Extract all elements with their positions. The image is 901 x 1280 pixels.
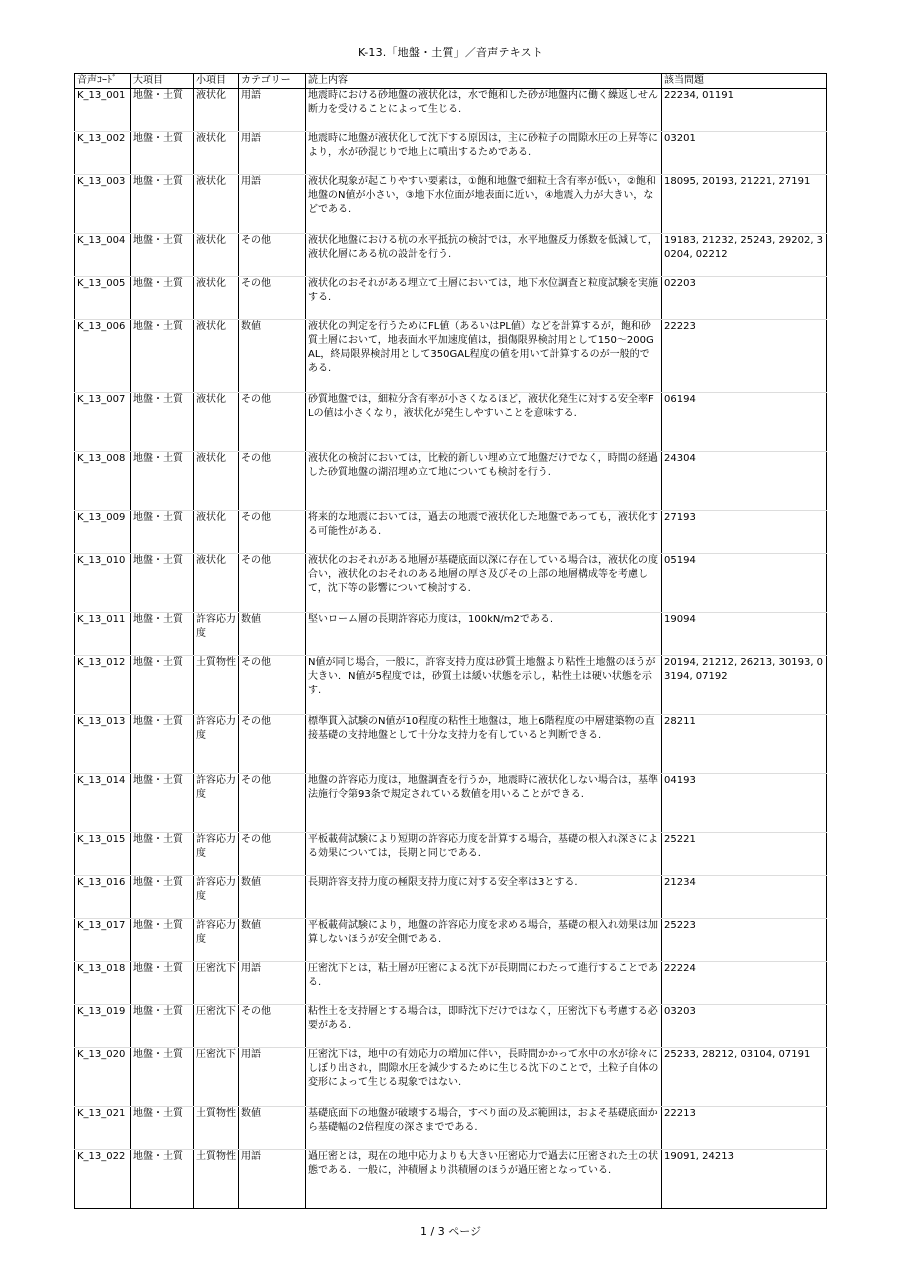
row-content: 地震時における砂地盤の液状化は，水で飽和した砂が地盤内に働く繰返しせん断力を受けることによって生じる.: [306, 89, 662, 132]
row-problems: 05194: [662, 554, 827, 613]
row-problems: 20194, 21212, 26213, 30193, 03194, 07192: [662, 656, 827, 715]
table-row: [75, 962, 827, 1005]
audio-text-table: [74, 73, 827, 1209]
table-row: [75, 774, 827, 833]
row-major: 地盤・土質: [131, 1107, 194, 1150]
row-minor: 液状化: [194, 320, 239, 393]
row-category: 数値: [239, 1107, 306, 1150]
row-problems: 22223: [662, 320, 827, 393]
table-row: [75, 876, 827, 919]
table-row: [75, 1150, 827, 1209]
row-problems: 25221: [662, 833, 827, 876]
page-title: K-13.「地盤・土質」／音声テキスト: [357, 46, 544, 59]
row-major: 地盤・土質: [131, 234, 194, 277]
row-category: 数値: [239, 613, 306, 656]
row-major: 地盤・土質: [131, 962, 194, 1005]
header-minor: 小項目: [194, 74, 239, 89]
row-minor: 液状化: [194, 89, 239, 132]
row-problems: 03201: [662, 132, 827, 175]
row-problems: 24304: [662, 452, 827, 511]
row-minor: 許容応力度: [194, 919, 239, 962]
row-minor: 液状化: [194, 393, 239, 452]
row-minor: 圧密沈下: [194, 962, 239, 1005]
row-minor: 許容応力度: [194, 715, 239, 774]
row-category: その他: [239, 774, 306, 833]
row-major: 地盤・土質: [131, 452, 194, 511]
row-problems: 03203: [662, 1005, 827, 1048]
row-problems: 25233, 28212, 03104, 07191: [662, 1048, 827, 1107]
table-row: [75, 511, 827, 554]
table-row: [75, 320, 827, 393]
row-category: 用語: [239, 175, 306, 234]
row-major: 地盤・土質: [131, 833, 194, 876]
row-major: 地盤・土質: [131, 1005, 194, 1048]
row-problems: 21234: [662, 876, 827, 919]
row-category: その他: [239, 511, 306, 554]
row-major: 地盤・土質: [131, 715, 194, 774]
row-major: 地盤・土質: [131, 132, 194, 175]
row-major: 地盤・土質: [131, 277, 194, 320]
row-problems: 19091, 24213: [662, 1150, 827, 1209]
row-code: K_13_007: [75, 393, 131, 452]
row-category: 用語: [239, 1150, 306, 1209]
row-content: 長期許容支持力度の極限支持力度に対する安全率は3とする.: [306, 876, 662, 919]
row-minor: 液状化: [194, 277, 239, 320]
row-category: その他: [239, 656, 306, 715]
page-number: 1 / 3 ページ: [420, 1225, 481, 1238]
row-content: 圧密沈下は，地中の有効応力の増加に伴い，長時間かかって水中の水が徐々にしぼり出され，間隙水圧を減少するために生じる沈下のことで，土粒子自体の変形によって生じる現象ではない.: [306, 1048, 662, 1107]
row-problems: 19183, 21232, 25243, 29202, 30204, 02212: [662, 234, 827, 277]
row-major: 地盤・土質: [131, 1150, 194, 1209]
header-row: [75, 74, 827, 89]
row-minor: 許容応力度: [194, 876, 239, 919]
row-category: その他: [239, 452, 306, 511]
row-code: K_13_015: [75, 833, 131, 876]
row-major: 地盤・土質: [131, 393, 194, 452]
row-content: 液状化地盤における杭の水平抵抗の検討では，水平地盤反力係数を低減して，液状化層にある杭の設計を行う.: [306, 234, 662, 277]
row-problems: 18095, 20193, 21221, 27191: [662, 175, 827, 234]
table-body: [75, 89, 827, 1209]
row-content: 過圧密とは，現在の地中応力よりも大きい圧密応力で過去に圧密された土の状態である．一般に，沖積層より洪積層のほうが過圧密となっている.: [306, 1150, 662, 1209]
row-category: 用語: [239, 1048, 306, 1107]
row-minor: 圧密沈下: [194, 1048, 239, 1107]
row-code: K_13_005: [75, 277, 131, 320]
row-content: 液状化の判定を行うためにFL値（あるいはPL値）などを計算するが，飽和砂質土層において，地表面水平加速度値は，損傷限界検討用として150～200GAL，終局限界検討用として350GAL程度の値を用いて計算するのが一般的である.: [306, 320, 662, 393]
row-code: K_13_010: [75, 554, 131, 613]
row-minor: 土質物性: [194, 1107, 239, 1150]
header-category: カテゴリー: [239, 74, 306, 89]
row-content: 将来的な地震においては，過去の地震で液状化した地盤であっても，液状化する可能性がある.: [306, 511, 662, 554]
row-major: 地盤・土質: [131, 876, 194, 919]
row-problems: 28211: [662, 715, 827, 774]
row-problems: 19094: [662, 613, 827, 656]
table-row: [75, 277, 827, 320]
row-major: 地盤・土質: [131, 919, 194, 962]
row-content: 平板載荷試験により，地盤の許容応力度を求める場合，基礎の根入れ効果は加算しないほうが安全側である.: [306, 919, 662, 962]
row-category: その他: [239, 277, 306, 320]
row-category: 用語: [239, 132, 306, 175]
row-content: 平板載荷試験により短期の許容応力度を計算する場合，基礎の根入れ深さによる効果については，長期と同じである.: [306, 833, 662, 876]
header-problems: 該当問題: [662, 74, 827, 89]
row-content: 粘性土を支持層とする場合は，即時沈下だけではなく，圧密沈下も考慮する必要がある.: [306, 1005, 662, 1048]
table-row: [75, 554, 827, 613]
row-minor: 許容応力度: [194, 833, 239, 876]
row-problems: 04193: [662, 774, 827, 833]
table-row: [75, 393, 827, 452]
row-minor: 圧密沈下: [194, 1005, 239, 1048]
row-code: K_13_022: [75, 1150, 131, 1209]
row-minor: 液状化: [194, 132, 239, 175]
row-category: その他: [239, 234, 306, 277]
row-code: K_13_016: [75, 876, 131, 919]
row-code: K_13_006: [75, 320, 131, 393]
row-content: 標準貫入試験のN値が10程度の粘性土地盤は，地上6階程度の中層建築物の直接基礎の支持地盤として十分な支持力を有していると判断できる.: [306, 715, 662, 774]
row-minor: 土質物性: [194, 656, 239, 715]
table-row: [75, 452, 827, 511]
row-minor: 土質物性: [194, 1150, 239, 1209]
row-content: 堅いローム層の長期許容応力度は，100kN/m2である.: [306, 613, 662, 656]
row-code: K_13_003: [75, 175, 131, 234]
row-content: 液状化のおそれがある地層が基礎底面以深に存在している場合は，液状化の度合い，液状化のおそれのある地層の厚さ及びその上部の地層構成等を考慮して，沈下等の影響について検討する.: [306, 554, 662, 613]
row-code: K_13_001: [75, 89, 131, 132]
row-major: 地盤・土質: [131, 774, 194, 833]
row-content: 液状化のおそれがある埋立て土層においては，地下水位調査と粒度試験を実施する.: [306, 277, 662, 320]
table-row: [75, 715, 827, 774]
row-code: K_13_017: [75, 919, 131, 962]
table-row: [75, 1107, 827, 1150]
row-minor: 許容応力度: [194, 774, 239, 833]
row-major: 地盤・土質: [131, 1048, 194, 1107]
row-major: 地盤・土質: [131, 89, 194, 132]
row-code: K_13_018: [75, 962, 131, 1005]
row-problems: 22234, 01191: [662, 89, 827, 132]
row-minor: 液状化: [194, 554, 239, 613]
row-category: その他: [239, 393, 306, 452]
row-category: 数値: [239, 876, 306, 919]
row-code: K_13_002: [75, 132, 131, 175]
row-minor: 液状化: [194, 175, 239, 234]
row-major: 地盤・土質: [131, 175, 194, 234]
row-problems: 27193: [662, 511, 827, 554]
row-code: K_13_013: [75, 715, 131, 774]
table-row: [75, 656, 827, 715]
row-category: その他: [239, 554, 306, 613]
row-problems: 02203: [662, 277, 827, 320]
header-content: 読上内容: [306, 74, 662, 89]
header-code: 音声ｺｰﾄﾞ: [75, 74, 131, 89]
row-code: K_13_020: [75, 1048, 131, 1107]
table-row: [75, 132, 827, 175]
table-row: [75, 175, 827, 234]
row-content: 基礎底面下の地盤が破壊する場合，すべり面の及ぶ範囲は，およそ基礎底面から基礎幅の2倍程度の深さまでである.: [306, 1107, 662, 1150]
row-major: 地盤・土質: [131, 320, 194, 393]
row-content: 液状化の検討においては，比較的新しい埋め立て地盤だけでなく，時間の経過した砂質地盤の湖沼埋め立て地についても検討を行う.: [306, 452, 662, 511]
row-code: K_13_011: [75, 613, 131, 656]
table-row: [75, 1048, 827, 1107]
row-category: 数値: [239, 320, 306, 393]
row-code: K_13_004: [75, 234, 131, 277]
row-content: N値が同じ場合，一般に，許容支持力度は砂質土地盤より粘性土地盤のほうが大きい．N値が5程度では，砂質土は緩い状態を示し，粘性土は硬い状態を示す.: [306, 656, 662, 715]
row-content: 地盤の許容応力度は，地盤調査を行うか，地震時に液状化しない場合は，基準法施行令第93条で規定されている数値を用いることができる.: [306, 774, 662, 833]
row-problems: 22213: [662, 1107, 827, 1150]
row-code: K_13_009: [75, 511, 131, 554]
row-category: その他: [239, 715, 306, 774]
row-category: 用語: [239, 89, 306, 132]
row-minor: 液状化: [194, 511, 239, 554]
row-minor: 液状化: [194, 452, 239, 511]
row-category: その他: [239, 833, 306, 876]
row-code: K_13_014: [75, 774, 131, 833]
row-problems: 22224: [662, 962, 827, 1005]
row-content: 圧密沈下とは，粘土層が圧密による沈下が長期間にわたって進行することである.: [306, 962, 662, 1005]
row-major: 地盤・土質: [131, 554, 194, 613]
table-row: [75, 1005, 827, 1048]
row-major: 地盤・土質: [131, 613, 194, 656]
row-problems: 25223: [662, 919, 827, 962]
header-major: 大項目: [131, 74, 194, 89]
row-code: K_13_008: [75, 452, 131, 511]
row-major: 地盤・土質: [131, 511, 194, 554]
row-category: 用語: [239, 962, 306, 1005]
row-code: K_13_021: [75, 1107, 131, 1150]
row-content: 液状化現象が起こりやすい要素は，①飽和地盤で細粒土含有率が低い，②飽和地盤のN値が小さい，③地下水位面が地表面に近い，④地震入力が大きい，などである.: [306, 175, 662, 234]
row-category: その他: [239, 1005, 306, 1048]
table-row: [75, 833, 827, 876]
row-content: 地震時に地盤が液状化して沈下する原因は，主に砂粒子の間隙水圧の上昇等により，水が砂混じりで地上に噴出するためである.: [306, 132, 662, 175]
row-minor: 許容応力度: [194, 613, 239, 656]
table-row: [75, 89, 827, 132]
row-minor: 液状化: [194, 234, 239, 277]
row-code: K_13_012: [75, 656, 131, 715]
table-row: [75, 919, 827, 962]
row-category: 数値: [239, 919, 306, 962]
table-row: [75, 234, 827, 277]
table-row: [75, 613, 827, 656]
row-code: K_13_019: [75, 1005, 131, 1048]
row-problems: 06194: [662, 393, 827, 452]
row-major: 地盤・土質: [131, 656, 194, 715]
row-content: 砂質地盤では，細粒分含有率が小さくなるほど，液状化発生に対する安全率FLの値は小さくなり，液状化が発生しやすいことを意味する.: [306, 393, 662, 452]
